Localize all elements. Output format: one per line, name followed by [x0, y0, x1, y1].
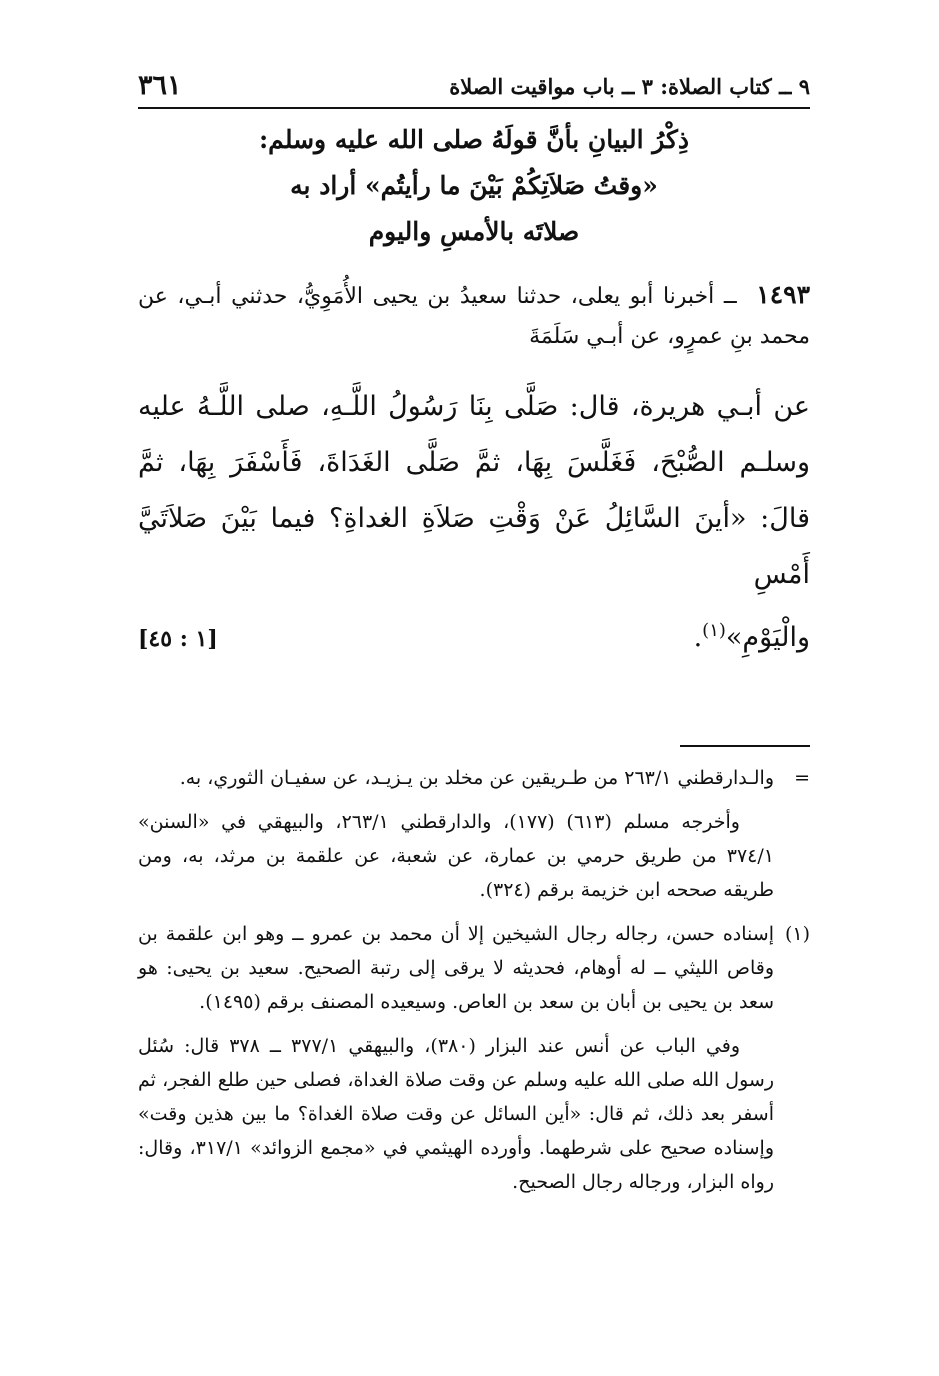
chapter-heading-line-1: ذِكْرُ البيانِ بأنَّ قولَهُ صلى الله عليه وسلم: [258, 125, 690, 154]
hadith-matn-ending [694, 603, 810, 666]
hadith-number: ١٤٩٣ [756, 280, 810, 309]
footnote-continuation-text: والـدارقطني ٢٦٣/١ من طـريقين عن مخلد بن يـزيـد، عن سفيـان الثوري، به. [179, 767, 774, 789]
footnote-1-text: إسناده حسن، رجاله رجال الشيخين إلا أن محمد بن عمرو ــ وهو ابن علقمة بن وقاص الليثي ــ له أوهام، فحديثه لا يرقى إلى رتبة الصحيح. سعيد بن يحيى: هو سعد بن يحيى بن أبان بن سعد بن العاص. وسيعيده المصنف برقم (١٤٩٥). [138, 923, 774, 1013]
running-title: ٩ ــ كتاب الصلاة: ٣ ــ باب مواقيت الصلاة [449, 74, 810, 99]
footnote-separator [680, 745, 810, 747]
chapter-heading-line-3: صلاتَه بالأمسِ واليوم [368, 217, 580, 246]
hadith-end-mark: . [693, 622, 703, 653]
footnote-continuation-para-2 [138, 805, 810, 907]
footnote-reference: (١) [702, 620, 726, 641]
footnote-continuation [138, 761, 810, 795]
footnote-1-marker: (١) [784, 923, 810, 945]
hadith-matn-last-line [138, 603, 810, 667]
footnote-1-para-2-text: وفي الباب عن أنس عند البزار (٣٨٠)، والبيهقي ٣٧٧/١ ــ ٣٧٨ قال: سُئل رسول الله صلى الله عليه وسلم عن وقت صلاة الغداة، فصلى حين طلع الفجر، ثم أسفر بعد ذلك، ثم قال: «أين السائل عن وقت صلاة الغداة؟ ما بين هذين وقت» وإسناده صحيح على شرطهما. وأورده الهيثمي في «مجمع الزوائد» ٣١٧/١، وقال: رواه البزار، ورجاله رجال الصحيح. [138, 1035, 774, 1193]
hadith-isnad: ــ أخبرنا أبو يعلى، حدثنا سعيدُ بن يحيى الأُمَوِيُّ، حدثني أبـي، عن محمد بنِ عمرٍو، عن أبـي سَلَمَةَ [138, 284, 810, 349]
footnote-1 [138, 917, 810, 1019]
chapter-heading [138, 117, 810, 255]
page [138, 70, 810, 1300]
running-header [138, 70, 810, 109]
hadith-matn-last-words: والْيَوْمِ» [725, 622, 810, 653]
page-number: ٣٦١ [138, 70, 182, 101]
footnote-1-para-2 [138, 1029, 810, 1199]
section-reference: [١ : ٤٥] [138, 626, 218, 652]
footnote-para-2-text: وأخرجه مسلم (٦١٣) (١٧٧)، والدارقطني ٢٦٣/١، والبيهقي في «السنن» ٣٧٤/١ من طريق حرمي بن عمارة، عن شعبة، عن علقمة بن مرثد، به، ومن طريقه صححه ابن خزيمة برقم (٣٢٤). [138, 811, 774, 901]
hadith-matn: عن أبـي هريرة، قال: صَلَّى بِنَا رَسُولُ اللَّـهِ، صلى اللَّـهُ عليه وسلـم الصُّبْحَ، فَغَلَّسَ بِهَا، ثمَّ صَلَّى الغَدَاةَ، فَأَسْفَرَ بِهَا، ثمَّ قالَ: «أينَ السَّائِلُ عَنْ وَقْتِ صَلاَةِ الغداةِ؟ فيما بَيْنَ صَلاَتَيَّ أَمْسِ [138, 391, 810, 590]
chapter-heading-line-2: «وقتُ صَلاَتِكُمْ بَيْنَ ما رأيتُم» أراد به [290, 171, 658, 200]
hadith-chain [138, 275, 810, 357]
continuation-marker: = [794, 767, 810, 789]
